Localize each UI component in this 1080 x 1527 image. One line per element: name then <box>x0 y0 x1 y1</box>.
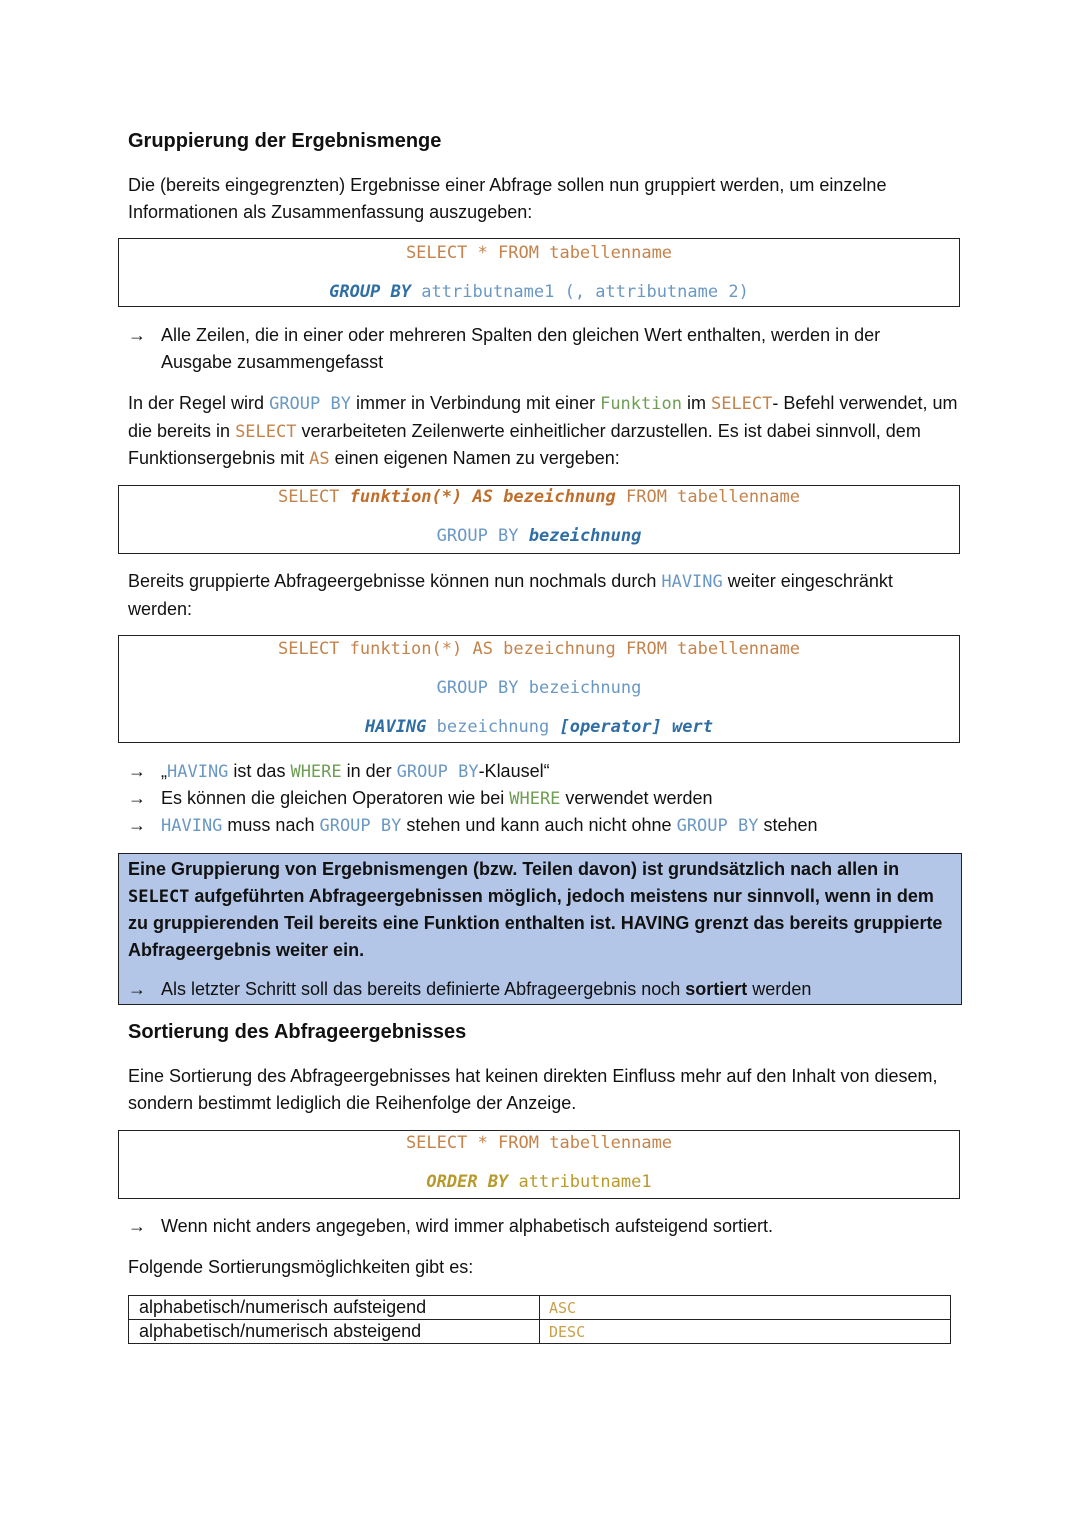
code-line-select: SELECT * FROM tabellenname <box>405 1133 673 1153</box>
document-page: Gruppierung der Ergebnismenge Die (bereits eingegrenzten) Ergebnisse einer Abfrage sollen nun gruppiert werden, um einzelne Informationen als Zusammenfassung auszugeben: SELECT * FROM tabellenname GROUP BY attributname1 (, attributname 2) → Alle Zeilen, die in einer oder mehreren Spalten den gleichen Wert enthalten, werden in der Ausgabe zusammengefasst In der Regel wird GROUP BY immer in Verbindung mit einer Funktion im SELECT- Befehl verwendet, um die bereits in SELECT verarbeiteten Zeilenwerte einheitlicher darzustellen. Es ist dabei sinnvoll, dem Funktionsergebnis mit AS einen eigenen Namen zu vergeben: SELECT funktion(*) AS bezeichnung FROM tabellenname GROUP BY bezeichnung Bereits gruppierte Abfrageergebnisse können nun nochmals durch HAVING weiter eingeschränkt werden: SELECT funktion(*) AS bezeichnung FROM tabellenname GROUP BY bezeichnung HAVING bezeichnung [operator] wert → „HAVING ist das WHERE in der GROUP BY-Klausel“ → Es können die gleichen Operatoren wie bei WHERE verwendet werden → HAVING muss nach GROUP BY stehen und kann auch nicht ohne GROUP BY stehen Eine Gruppierung von Ergebnismengen (bzw. Teilen davon) ist grundsätzlich nach allen in SELECT aufgeführten Abfrageergebnissen möglich, jedoch meistens nur sinnvoll, wenn in dem zu gruppierenden Teil bereits eine Funktion enthalten ist. HAVING grenzt das bereits gruppierte Abfrageergebnis weiter ein. → Als letzter Schritt soll das bereits definierte Abfrageergebnis noch sortiert werden Sortierung des Abfrageergebnisses Eine Sortierung des Abfrageergebnisses hat keinen direkten Einfluss mehr auf den Inhalt von diesem, sondern bestimmt lediglich die Reihenfolge der Anzeige. SELECT * FROM tabellenname ORDER BY attributname1 → Wenn nicht anders angegeben, wird immer alphabetisch aufsteigend sortiert. Folgende Sortierungsmöglichkeiten gibt es: alphabetisch/numerisch aufsteigend ASC alphabetisch/numerisch absteigend DESC <box>0 0 1080 1527</box>
bullet-text: Wenn nicht anders angegeben, wird immer alphabetisch aufsteigend sortiert. <box>161 1216 774 1236</box>
inline-code-select: SELECT <box>235 421 297 442</box>
inline-code-having: HAVING <box>661 572 723 592</box>
code-line-select-function: SELECT funktion(*) AS bezeichnung FROM tabellenname <box>278 639 800 659</box>
inline-code-as: AS <box>309 449 330 469</box>
arrow-icon: → <box>128 325 146 345</box>
arrow-icon: → <box>128 979 146 999</box>
code-line-group-by-alias: GROUP BY bezeichnung <box>436 526 642 546</box>
code-line-select-function: SELECT funktion(*) AS bezeichnung FROM tabellenname <box>278 487 800 507</box>
sorting-intro-paragraph: Eine Sortierung des Abfrageergebnisses hat keinen direkten Einfluss mehr auf den Inhalt von diesem, sondern bestimmt lediglich die Reihenfolge der Anzeige. <box>128 1066 938 1113</box>
code-line-having: HAVING bezeichnung [operator] wert <box>364 717 713 737</box>
code-box-order-by <box>118 1130 960 1199</box>
inline-code-group-by: GROUP BY <box>269 394 351 414</box>
inline-code-select: SELECT <box>710 394 773 414</box>
code-box-function-alias <box>118 485 960 554</box>
code-line-order-by: ORDER BY attributname1 <box>426 1172 652 1192</box>
summary-note-box: Eine Gruppierung von Ergebnismengen (bzw. Teilen davon) ist grundsätzlich nach allen in SELECT aufgeführten Abfrageergebnissen möglich, jedoch meistens nur sinnvoll, wenn in dem zu gruppierenden Teil bereits eine Funktion enthalten ist. HAVING grenzt das bereits gruppierte Abfrageergebnis weiter ein. → Als letzter Schritt soll das bereits definierte Abfrageergebnis noch sortiert werden <box>118 853 962 1005</box>
section-heading-sorting: Sortierung des Abfrageergebnisses <box>128 1021 467 1043</box>
table-row <box>129 1320 951 1344</box>
code-line-select: SELECT * FROM tabellenname <box>405 243 673 263</box>
code-attributes: attributname1 (, attributname 2) <box>411 282 749 302</box>
arrow-icon: → <box>128 788 146 808</box>
arrow-icon: → <box>128 815 146 835</box>
table-cell-value: DESC <box>540 1320 951 1344</box>
code-keyword-group-by: GROUP BY <box>329 282 412 302</box>
paragraph-having: Bereits gruppierte Abfrageergebnisse können nun nochmals durch HAVING weiter eingeschränkt werden: <box>128 571 893 619</box>
table-row <box>129 1296 951 1320</box>
section-heading-grouping: Gruppierung der Ergebnismenge <box>128 130 442 152</box>
table-cell-label: alphabetisch/numerisch absteigend <box>129 1320 540 1344</box>
bullet-text: Alle Zeilen, die in einer oder mehreren Spalten den gleichen Wert enthalten, werden in der Ausgabe zusammengefasst <box>161 325 881 372</box>
table-cell-value: ASC <box>540 1296 951 1320</box>
paragraph-group-by-function: In der Regel wird GROUP BY immer in Verbindung mit einer Funktion im SELECT- Befehl verwendet, um die bereits in SELECT verarbeiteten Zeilenwerte einheitlicher darzustellen. Es ist dabei sinnvoll, dem Funktionsergebnis mit AS einen eigenen Namen zu vergeben: <box>128 393 958 469</box>
inline-code-select: SELECT <box>128 886 190 907</box>
intro-paragraph: Die (bereits eingegrenzten) Ergebnisse einer Abfrage sollen nun gruppiert werden, um einzelne Informationen als Zusammenfassung auszugeben: <box>128 175 887 222</box>
code-line-group-by <box>119 282 959 302</box>
inline-code-funktion: Funktion <box>600 394 682 414</box>
arrow-icon: → <box>128 761 146 781</box>
arrow-icon: → <box>128 1216 146 1236</box>
code-box-having <box>118 635 960 743</box>
sort-options-intro: Folgende Sortierungsmöglichkeiten gibt es: <box>128 1257 474 1277</box>
sort-options-table <box>128 1295 951 1344</box>
summary-note-text: Eine Gruppierung von Ergebnismengen (bzw. Teilen davon) ist grundsätzlich nach allen in SELECT aufgeführten Abfrageergebnissen möglich, jedoch meistens nur sinnvoll, wenn in dem zu gruppierenden Teil bereits eine Funktion enthalten ist. HAVING grenzt das bereits gruppierte Abfrageergebnis weiter ein. <box>128 859 943 960</box>
code-keyword-order-by: ORDER BY <box>426 1172 509 1192</box>
table-cell-label: alphabetisch/numerisch aufsteigend <box>129 1296 540 1320</box>
code-line-group-by-alias: GROUP BY bezeichnung <box>436 678 642 698</box>
code-box-group-by <box>118 238 960 307</box>
